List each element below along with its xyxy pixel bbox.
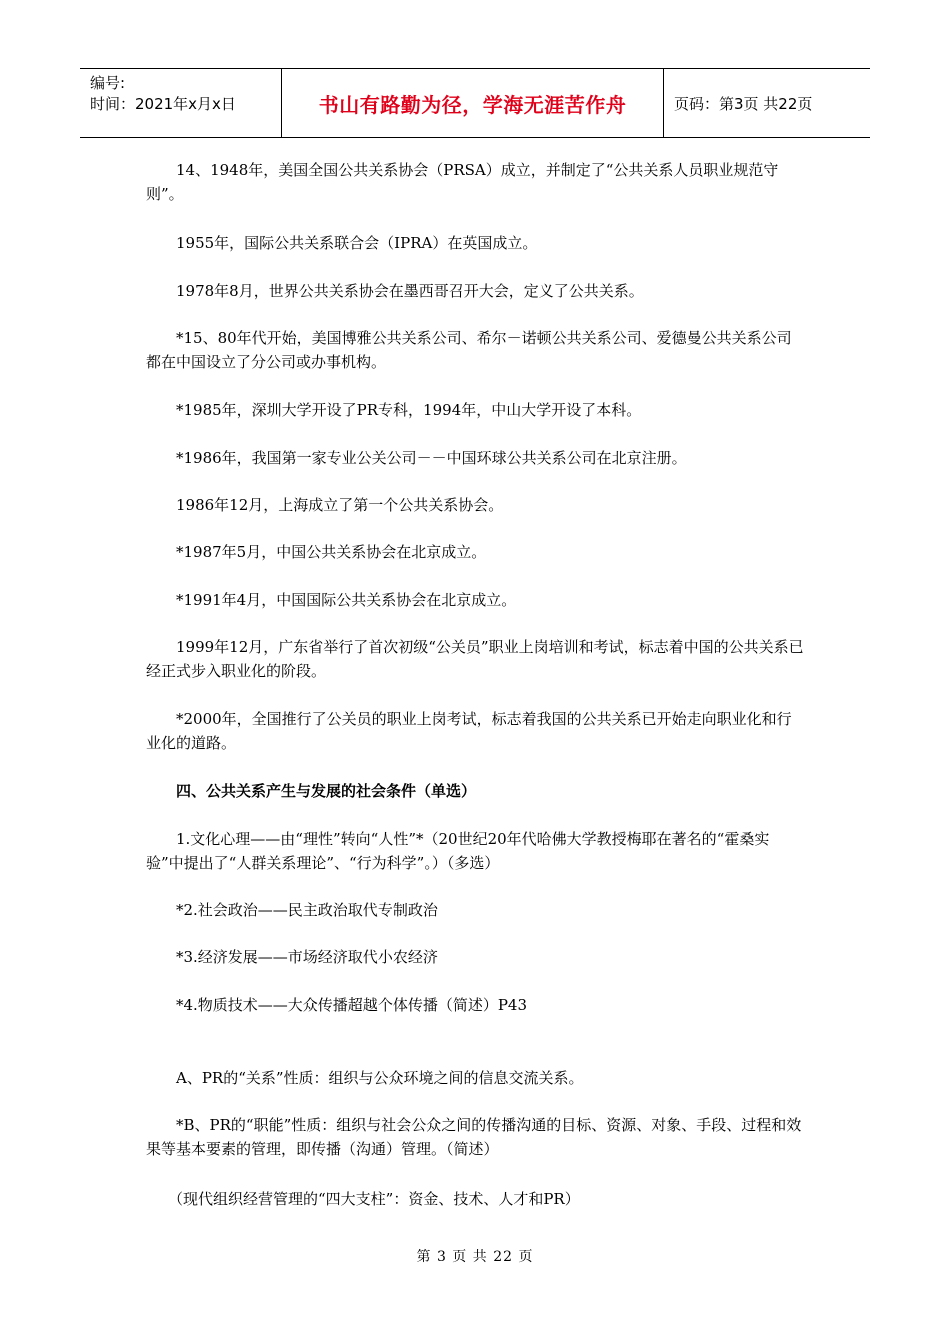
paragraph-cipra-1991: *1991年4月，中国国际公共关系协会在北京成立。 (176, 591, 517, 609)
paragraph-guangdong-1999: 1999年12月，广东省举行了首次初级“公关员”职业上岗培训和考试，标志着中国的公共关系已经正式步入职业化的阶段。 (146, 638, 804, 680)
document-number-label: 编号: (90, 74, 126, 92)
page-footer: 第 3 页 共 22 页 (416, 1249, 534, 1265)
paragraph-ipra: 1955年，国际公共关系联合会（IPRA）在英国成立。 (176, 234, 538, 252)
paragraph-function-nature: *B、PR的“职能”性质：组织与社会公众之间的传播沟通的目标、资源、对象、手段、过程和效果等基本要素的管理，即传播（沟通）管理。（简述） (146, 1116, 802, 1158)
header-page-info: 页码：第3页 共22页 (674, 94, 813, 113)
list-item-technology: *4.物质技术——大众传播超越个体传播（简述）P43 (176, 996, 527, 1014)
paragraph-shanghai-1986: 1986年12月，上海成立了第一个公共关系协会。 (176, 496, 504, 514)
list-item-politics: *2.社会政治——民主政治取代专制政治 (176, 901, 438, 919)
header-motto: 书山有路勤为径，学海无涯苦作舟 (281, 69, 664, 137)
paragraph-world-pr-1978: 1978年8月，世界公共关系协会在墨西哥召开大会，定义了公共关系。 (176, 282, 644, 300)
paragraph-relation-nature: A、PR的“关系”性质：组织与公众环境之间的信息交流关系。 (176, 1069, 584, 1087)
paragraph-80s-firms: *15、80年代开始，美国博雅公共关系公司、希尔－诺顿公共关系公司、爱德曼公共关系公司都在中国设立了分公司或办事机构。 (146, 329, 792, 371)
list-item-economy: *3.经济发展——市场经济取代小农经济 (176, 948, 438, 966)
header-meta (90, 73, 236, 115)
paragraph-prsa: 14、1948年，美国全国公共关系协会（PRSA）成立，并制定了“公共关系人员职业规范守则”。 (146, 161, 779, 203)
paragraph-cpra-1987: *1987年5月，中国公共关系协会在北京成立。 (176, 543, 487, 561)
paragraph-four-pillars: （现代组织经营管理的“四大支柱”：资金、技术、人才和PR） (168, 1190, 580, 1208)
page-header (80, 68, 870, 138)
document-time-label: 时间：2021年x月x日 (90, 95, 236, 113)
paragraph-exam-2000: *2000年，全国推行了公关员的职业上岗考试，标志着我国的公共关系已开始走向职业化和行业化的道路。 (146, 710, 792, 752)
paragraph-shenzhen-1985: *1985年，深圳大学开设了PR专科，1994年，中山大学开设了本科。 (176, 401, 642, 419)
section-heading: 四、公共关系产生与发展的社会条件（单选） (176, 782, 477, 800)
list-item-culture: 1.文化心理——由“理性”转向“人性”*（20世纪20年代哈佛大学教授梅耶在著名的“霍桑实验”中提出了“人群关系理论”、“行为科学”。）（多选） (146, 830, 770, 872)
paragraph-first-firm-1986: *1986年，我国第一家专业公关公司－－中国环球公共关系公司在北京注册。 (176, 449, 687, 467)
